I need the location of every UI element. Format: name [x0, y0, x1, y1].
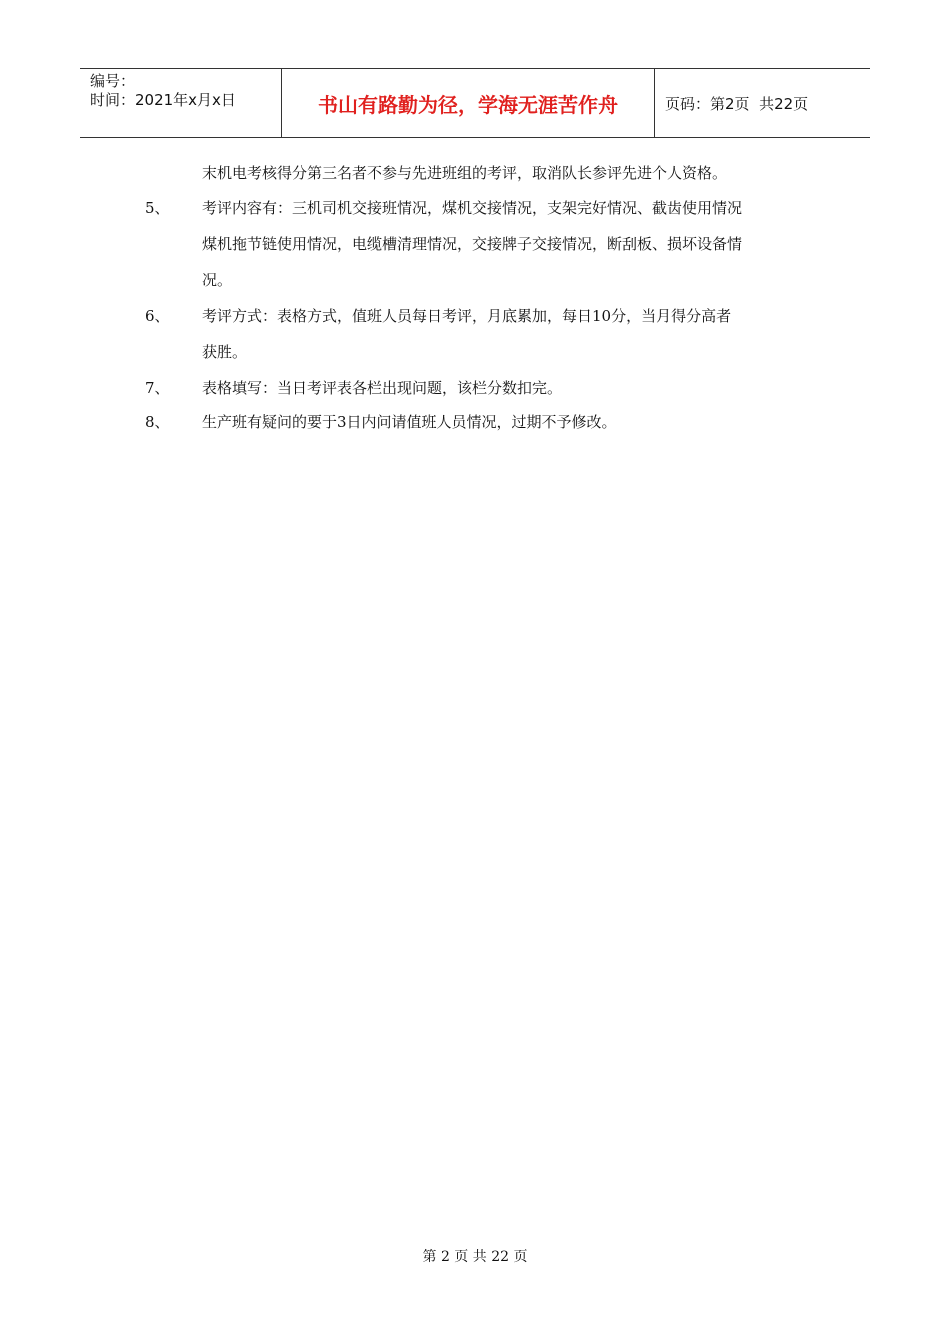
document-number-label: 编号： [90, 72, 136, 90]
item-5-line-3: 况。 [202, 271, 233, 289]
continuation-line: 末机电考核得分第三名者不参与先进班组的考评，取消队长参评先进个人资格。 [202, 164, 728, 182]
item-7-line-1: 表格填写：当日考评表各栏出现问题，该栏分数扣完。 [202, 379, 563, 397]
item-5-line-2: 煤机拖节链使用情况，电缆槽清理情况，交接牌子交接情况，断刮板、损坏设备情 [202, 235, 743, 253]
header-meta [80, 69, 281, 137]
item-5-line-1: 考评内容有：三机司机交接班情况，煤机交接情况，支架完好情况、截齿使用情况 [202, 199, 743, 217]
item-number-8: 8、 [145, 413, 170, 431]
item-6-line-1: 考评方式：表格方式，值班人员每日考评，月底累加，每日10分，当月得分高者 [202, 307, 732, 325]
page-footer: 第 2 页 共 22 页 [422, 1249, 528, 1265]
item-number-7: 7、 [145, 379, 170, 397]
document-time-label: 时间：2021年x月x日 [90, 91, 236, 109]
item-number-6: 6、 [145, 307, 170, 325]
item-6-line-2: 获胜。 [202, 343, 248, 361]
item-number-5: 5、 [145, 199, 170, 217]
header-motto: 书山有路勤为径，学海无涯苦作舟 [281, 69, 655, 137]
header-page-info [655, 69, 870, 137]
header-page-label: 页码：第2页 共22页 [665, 94, 809, 113]
page-header [80, 68, 870, 138]
item-8-line-1: 生产班有疑问的要于3日内问请值班人员情况，过期不予修改。 [202, 413, 617, 431]
